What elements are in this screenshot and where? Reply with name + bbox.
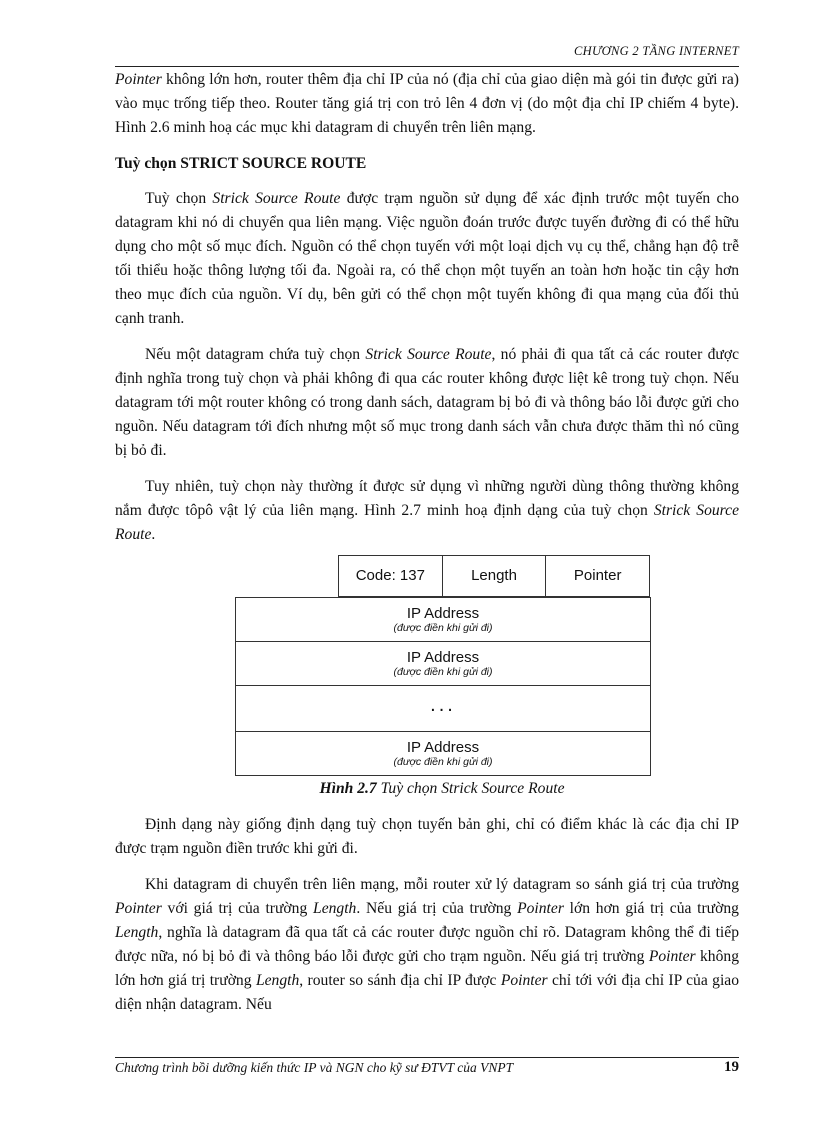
text: với giá trị của trường — [161, 900, 314, 917]
term-strick-source-route: Strick Source Route — [115, 502, 739, 543]
text: . — [151, 526, 156, 543]
code-field: Code: 137 — [355, 567, 425, 584]
text: Khi datagram di chuyển trên liên mạng, mỗi router xử lý datagram so sánh giá trị của trường — [145, 876, 739, 893]
term-pointer: Pointer — [115, 71, 162, 88]
paragraph-1-text: không lớn hơn, router thêm địa chỉ IP của nó (địa chỉ của giao diện mà gói tin được gửi ra) vào mục trống tiếp theo. Router tăng giá trị con trỏ lên 4 đơn vị (do một địa chỉ IP chiếm 4 byte). Hình 2.6 minh hoạ các mục khi datagram di chuyển trên liên mạng. — [115, 71, 739, 136]
paragraph-1 — [115, 68, 739, 140]
text: Tuỳ chọn — [145, 190, 213, 207]
footer-text: Chương trình bồi dưỡng kiến thức IP và NGN cho kỹ sư ĐTVT của VNPT — [115, 1060, 514, 1075]
text: , router so sánh địa chỉ IP được — [299, 972, 501, 989]
ip-address-note: (được điền khi gửi đi) — [393, 756, 493, 769]
term: Pointer — [500, 972, 548, 989]
ip-address-note: (được điền khi gửi đi) — [393, 622, 493, 635]
paragraph-5: Định dạng này giống định dạng tuỳ chọn tuyến bản ghi, chỉ có điểm khác là các địa chỉ IP được trạm nguồn điền trước khi gửi đi. — [115, 816, 739, 857]
term: Length — [255, 972, 300, 989]
text: Tuy nhiên, tuỳ chọn này thường ít được sử dụng vì những người dùng thông thường không nắm được tôpô vật lý của liên mạng. Hình 2.7 minh hoạ định dạng của tuỳ chọn — [115, 478, 739, 519]
text: , nó phải đi qua tất cả các router được định nghĩa trong tuỳ chọn và phải không đi qua các router không được liệt kê trong tuỳ chọn. Nếu datagram tới một router không có trong danh sách, datagram bị bỏ đi và thông báo lỗi được gửi cho nguồn. Nếu datagram tới đích nhưng một số mục trong danh sách vẫn chưa được thăm thì nó cũng bị bỏ đi. — [115, 346, 739, 459]
option-format-diagram — [115, 555, 739, 777]
ip-address-row — [236, 731, 650, 775]
text: được trạm nguồn sử dụng để xác định trước một tuyến cho datagram khi nó di chuyển qua liên mạng. Việc nguồn đoán trước được tuyến đường đi có thể hữu dụng cho một số mục đích. Nguồn có thể chọn tuyến với một loại dịch vụ cụ thể, chẳng hạn độ trễ tối thiểu hoặc thông lượng tối đa. Ngoài ra, có thể chọn một tuyến an toàn hơn hoặc tin cậy hơn theo mục đích của nguồn. Ví dụ, bên gửi có thể chọn một tuyến không đi qua mạng của đối thủ cạnh tranh. — [115, 190, 739, 327]
header-divider — [115, 66, 739, 67]
ip-address-label: IP Address — [406, 648, 480, 666]
ip-address-label: IP Address — [406, 604, 480, 622]
ip-address-label: IP Address — [406, 738, 480, 756]
page-header: CHƯƠNG 2 TẦNG INTERNET — [573, 44, 739, 58]
footer-divider — [115, 1057, 739, 1058]
figure-caption — [115, 777, 739, 801]
ip-address-row — [236, 597, 650, 641]
ellipsis: ... — [430, 693, 456, 716]
text: lớn hơn giá trị của trường — [563, 900, 739, 917]
text: . Nếu giá trị của trường — [356, 900, 518, 917]
text: , nghĩa là datagram đã qua tất cả các router được nguồn chỉ rõ. Datagram không thể đi tiếp được nữa, nó bị bỏ đi và thông báo lỗi được gửi cho trạm nguồn. Nếu giá trị trường — [115, 924, 739, 965]
paragraph-4 — [115, 475, 739, 547]
term: Length — [115, 924, 159, 941]
page-content — [115, 68, 739, 1029]
text: Nếu một datagram chứa tuỳ chọn — [145, 346, 366, 363]
figure-title: Tuỳ chọn Strick Source Route — [376, 780, 565, 797]
figure-number: Hình 2.7 — [319, 780, 377, 797]
term-strick-source-route: Strick Source Route — [365, 346, 492, 363]
length-field: Length — [442, 556, 546, 596]
text: không lớn hơn giá trị trường — [115, 948, 739, 989]
ellipsis-row — [236, 685, 650, 731]
pointer-field: Pointer — [545, 556, 649, 596]
ip-address-row — [236, 641, 650, 685]
term: Length — [313, 900, 357, 917]
section-heading: Tuỳ chọn STRICT SOURCE ROUTE — [115, 155, 367, 172]
page-number: 19 — [724, 1059, 739, 1075]
paragraph-3 — [115, 343, 739, 463]
ip-address-note: (được điền khi gửi đi) — [393, 666, 493, 679]
option-header-row — [338, 555, 650, 597]
term: Pointer — [517, 900, 564, 917]
paragraph-2 — [115, 187, 739, 331]
term: Pointer — [648, 948, 696, 965]
term: Pointer — [115, 900, 162, 917]
term-strick-source-route: Strick Source Route — [212, 190, 341, 207]
ip-address-list — [235, 597, 651, 776]
paragraph-6 — [115, 873, 739, 1017]
text: chỉ tới với địa chỉ IP của giao diện nhận datagram. Nếu — [115, 972, 739, 1013]
